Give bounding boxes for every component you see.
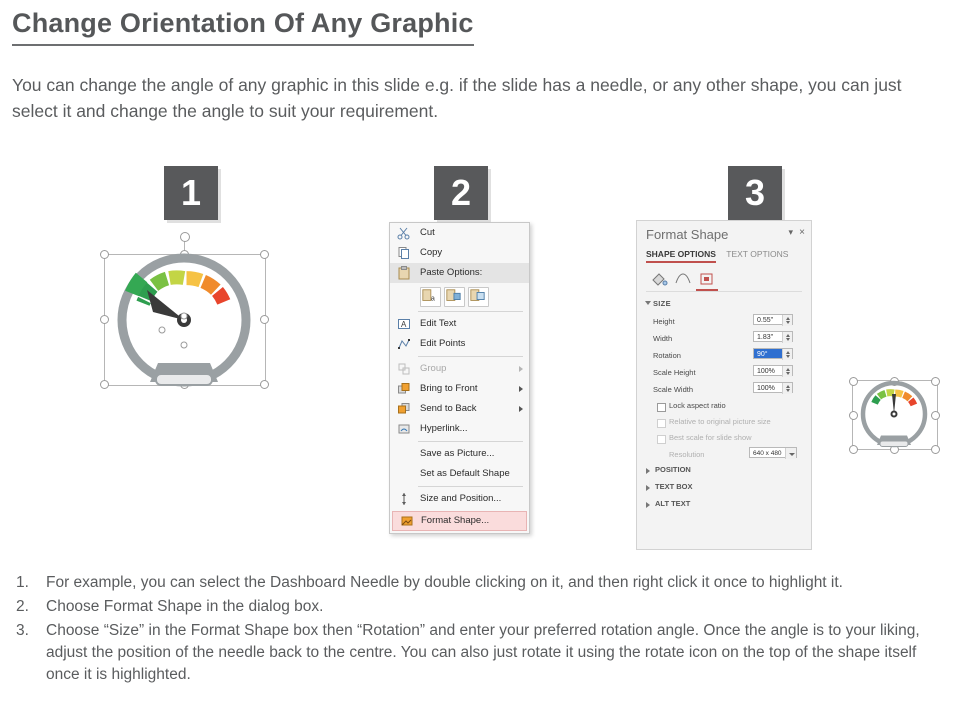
width-value: 1.83" <box>757 334 774 341</box>
menu-label: Paste Options: <box>420 267 483 278</box>
gauge-graphic-result[interactable] <box>852 376 936 460</box>
chevron-down-icon[interactable] <box>645 301 651 305</box>
instructions-list <box>12 572 948 688</box>
tab-text-options[interactable]: TEXT OPTIONS <box>726 249 789 259</box>
pane-menu-caret-icon[interactable]: ▾ <box>788 227 793 237</box>
list-number: 1. <box>16 574 29 591</box>
menu-label: Edit Points <box>420 338 466 349</box>
svg-text:a: a <box>430 294 435 303</box>
section-alt-text[interactable]: ALT TEXT <box>655 499 691 508</box>
paste-options-row[interactable] <box>390 283 529 309</box>
list-item <box>12 596 948 618</box>
submenu-arrow-icon <box>519 406 523 412</box>
effects-icon[interactable] <box>674 271 692 287</box>
menu-label: Set as Default Shape <box>420 468 510 479</box>
rotation-input[interactable] <box>753 348 793 359</box>
list-item <box>12 572 948 594</box>
fill-icon[interactable] <box>650 271 668 287</box>
menu-item-paste-options[interactable] <box>390 263 529 283</box>
scale-height-value: 100% <box>757 368 775 375</box>
spinner-icon[interactable] <box>782 332 792 343</box>
group-icon <box>397 362 411 376</box>
menu-item-edit-points[interactable] <box>390 334 529 354</box>
paste-keep-formatting-icon[interactable] <box>420 287 441 307</box>
menu-item-copy[interactable] <box>390 243 529 263</box>
best-scale-slideshow-checkbox <box>657 435 666 444</box>
resolution-value: 640 x 480 <box>753 450 782 457</box>
menu-item-cut[interactable] <box>390 223 529 243</box>
menu-separator <box>418 441 523 442</box>
menu-item-size-and-position[interactable] <box>390 489 529 509</box>
relative-original-size-label: Relative to original picture size <box>669 417 771 426</box>
resolution-label: Resolution <box>669 450 705 459</box>
list-text: Choose “Size” in the Format Shape box then “Rotation” and enter your preferred rotation angle. Once the angle is to your liking, adjust the position of the needle back to the centre. You can also just rotate it using the rotate icon on the top of the shape itself once it is highlighted. <box>46 622 920 683</box>
gauge-svg <box>100 232 268 400</box>
send-back-icon <box>397 402 411 416</box>
edit-text-icon <box>397 317 411 331</box>
field-label-height: Height <box>653 317 675 326</box>
step-badge-1: 1 <box>164 166 218 220</box>
size-position-icon <box>397 492 411 506</box>
scale-width-input[interactable] <box>753 382 793 393</box>
list-number: 2. <box>16 598 29 615</box>
submenu-arrow-icon <box>519 386 523 392</box>
list-item <box>12 620 948 686</box>
page-subtitle: You can change the angle of any graphic in this slide e.g. if the slide has a needle, or any other shape, you can just select it and change the angle to suit your requirement. <box>12 75 902 121</box>
menu-item-send-to-back[interactable] <box>390 399 529 419</box>
copy-icon <box>397 246 411 260</box>
relative-original-size-checkbox <box>657 419 666 428</box>
tab-shape-options[interactable]: SHAPE OPTIONS <box>646 249 716 263</box>
submenu-arrow-icon <box>519 366 523 372</box>
menu-item-format-shape[interactable] <box>392 511 527 531</box>
section-size-label: SIZE <box>653 299 671 308</box>
menu-separator <box>418 311 523 312</box>
format-shape-icon <box>400 514 414 528</box>
menu-label: Save as Picture... <box>420 448 495 459</box>
list-text: Choose Format Shape in the dialog box. <box>46 598 324 615</box>
lock-aspect-ratio-checkbox[interactable] <box>657 403 666 412</box>
edit-points-icon <box>397 337 411 351</box>
field-label-scale-height: Scale Height <box>653 368 696 377</box>
menu-label: Edit Text <box>420 318 457 329</box>
lock-aspect-ratio-label: Lock aspect ratio <box>669 401 726 410</box>
scissors-icon <box>397 226 411 240</box>
size-properties-icon[interactable] <box>698 271 716 287</box>
menu-item-bring-to-front[interactable] <box>390 379 529 399</box>
field-label-scale-width: Scale Width <box>653 385 694 394</box>
menu-label: Size and Position... <box>420 493 502 504</box>
menu-label: Copy <box>420 247 443 258</box>
menu-label: Hyperlink... <box>420 423 468 434</box>
field-label-rotation: Rotation <box>653 351 681 360</box>
height-input[interactable] <box>753 314 793 325</box>
best-scale-slideshow-label: Best scale for slide show <box>669 433 752 442</box>
spinner-icon[interactable] <box>782 349 792 360</box>
pane-tabs[interactable] <box>646 249 788 259</box>
height-value: 0.55" <box>757 317 774 324</box>
menu-label: Bring to Front <box>420 383 478 394</box>
active-icon-underline <box>696 289 718 291</box>
chevron-right-icon[interactable] <box>646 485 650 491</box>
menu-label: Group <box>420 363 447 374</box>
format-shape-pane[interactable] <box>636 220 812 550</box>
menu-separator <box>418 356 523 357</box>
spinner-icon[interactable] <box>782 315 792 326</box>
menu-label: Cut <box>420 227 435 238</box>
menu-separator <box>418 486 523 487</box>
resolution-select[interactable] <box>749 447 797 458</box>
step-badge-2: 2 <box>434 166 488 220</box>
spinner-icon[interactable] <box>782 383 792 394</box>
section-position[interactable]: POSITION <box>655 465 691 474</box>
chevron-right-icon[interactable] <box>646 502 650 508</box>
context-menu[interactable] <box>389 222 530 534</box>
width-input[interactable] <box>753 331 793 342</box>
pane-icon-bar[interactable] <box>646 269 802 292</box>
list-number: 3. <box>16 622 29 639</box>
field-label-width: Width <box>653 334 673 343</box>
bring-front-icon <box>397 382 411 396</box>
paste-picture-icon[interactable] <box>444 287 465 307</box>
scale-height-input[interactable] <box>753 365 793 376</box>
spinner-icon[interactable] <box>782 366 792 377</box>
paste-icon <box>397 266 411 280</box>
menu-item-group <box>390 359 529 379</box>
menu-label: Send to Back <box>420 403 477 414</box>
menu-item-edit-text[interactable] <box>390 314 529 334</box>
pane-title: Format Shape <box>646 227 729 242</box>
section-text-box[interactable]: TEXT BOX <box>655 482 693 491</box>
menu-item-hyperlink[interactable] <box>390 419 529 439</box>
hyperlink-icon <box>397 422 411 436</box>
page-title: Change Orientation Of Any Graphic <box>12 8 474 46</box>
paste-merge-icon[interactable] <box>468 287 489 307</box>
chevron-right-icon[interactable] <box>646 468 650 474</box>
step-badge-3: 3 <box>728 166 782 220</box>
list-text: For example, you can select the Dashboard Needle by double clicking on it, and then right click it once to highlight it. <box>46 574 843 591</box>
gauge-graphic-selected[interactable] <box>100 232 268 400</box>
rotation-value: 90° <box>757 351 768 358</box>
menu-label: Format Shape... <box>421 515 490 526</box>
gauge-svg <box>852 370 936 454</box>
menu-item-set-default-shape[interactable] <box>390 464 529 484</box>
chevron-down-icon[interactable] <box>785 448 796 459</box>
menu-item-save-as-picture[interactable] <box>390 444 529 464</box>
close-icon[interactable]: × <box>799 227 805 238</box>
svg-text:A: A <box>401 320 407 329</box>
scale-width-value: 100% <box>757 385 775 392</box>
